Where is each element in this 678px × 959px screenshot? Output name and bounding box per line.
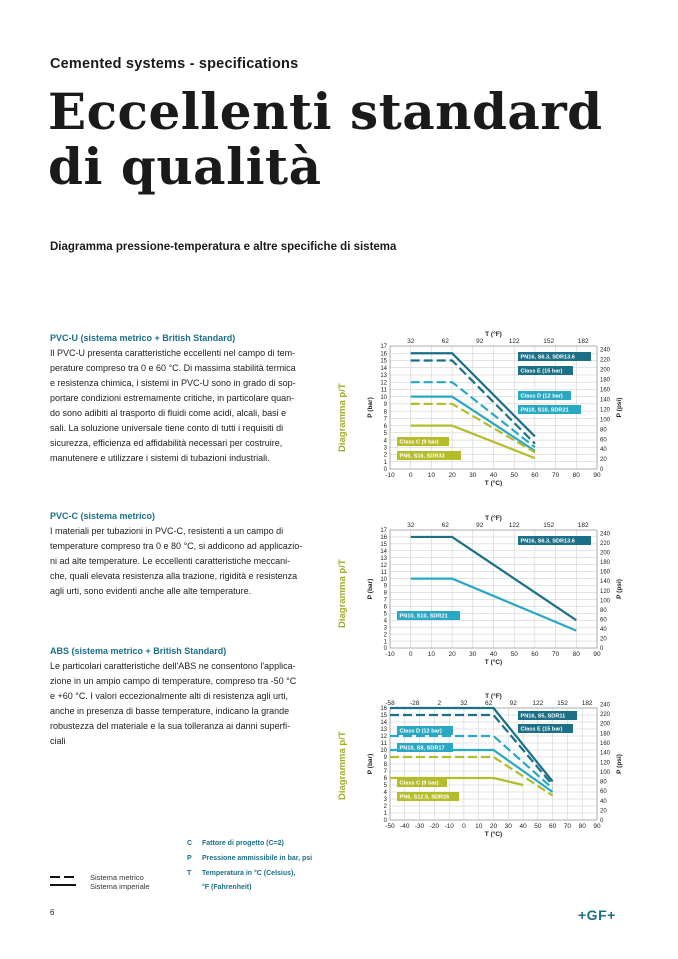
x-tick-label: 0 bbox=[462, 823, 466, 830]
x-tick-label: 90 bbox=[593, 823, 601, 830]
psi-tick-label: 60 bbox=[600, 617, 607, 624]
series-label: Class D (12 bar) bbox=[520, 393, 563, 400]
top-tick-label: 92 bbox=[476, 522, 484, 529]
y-axis-label: P (bar) bbox=[367, 753, 374, 775]
page-title bbox=[48, 84, 603, 194]
psi-tick-label: 220 bbox=[600, 540, 611, 547]
psi-tick-label: 180 bbox=[600, 560, 611, 567]
y-tick-label: 15 bbox=[380, 542, 387, 549]
x-tick-label: 30 bbox=[469, 651, 477, 658]
top-tick-label: -28 bbox=[409, 700, 420, 707]
chart-pvcu bbox=[360, 328, 635, 493]
text-line: anche in presenza di basse temperature, indicano la grande bbox=[50, 706, 290, 716]
psi-tick-label: 220 bbox=[600, 357, 611, 364]
pvcu-title: PVC-U (sistema metrico + British Standard) bbox=[50, 333, 236, 343]
series-label: PN6, S16, SDR33 bbox=[399, 453, 445, 460]
metric-label: Sistema metrico bbox=[90, 873, 144, 882]
x-tick-label: 80 bbox=[578, 823, 586, 830]
x-tick-label: 70 bbox=[551, 472, 560, 479]
series-label: PN16, S6.3, SDR13.6 bbox=[520, 538, 575, 545]
legend-item: Temperatura in °C (Celsius), bbox=[202, 870, 296, 877]
x-axis-label: T (°C) bbox=[484, 480, 503, 487]
psi-tick-label: 80 bbox=[600, 427, 607, 434]
y-axis-label: P (bar) bbox=[367, 578, 374, 600]
text-line: sali. La soluzione universale tiene conto di tutti i requisiti di bbox=[50, 423, 284, 433]
psi-tick-label: 80 bbox=[600, 607, 607, 614]
series-label: Class E (15 bar) bbox=[520, 368, 563, 375]
top-tick-label: -58 bbox=[385, 700, 395, 707]
chart-abs bbox=[360, 684, 635, 844]
x-tick-label: 70 bbox=[551, 651, 560, 658]
series-label: Class C (9 bar) bbox=[399, 780, 439, 787]
psi-tick-label: 160 bbox=[600, 387, 611, 394]
text-line: ciali bbox=[50, 736, 66, 746]
text-line: do sono adibiti al trasporto di fluidi come acidi, alcali, basi e bbox=[50, 408, 287, 418]
top-tick-label: 62 bbox=[441, 522, 449, 529]
x-tick-label: 80 bbox=[572, 651, 580, 658]
y-tick-label: 5 bbox=[383, 783, 387, 790]
psi-tick-label: 220 bbox=[600, 711, 611, 718]
chart-pvcc bbox=[360, 512, 635, 672]
psi-tick-label: 60 bbox=[600, 789, 607, 796]
subtitle: Cemented systems - specifications bbox=[50, 56, 299, 72]
text-line: I materiali per tubazioni in PVC-C, resistenti a un campo di bbox=[50, 526, 284, 536]
psi-tick-label: 200 bbox=[600, 550, 611, 557]
legend-item: Fattore di progetto (C=2) bbox=[202, 840, 284, 847]
abs-title: ABS (sistema metrico + British Standard) bbox=[50, 646, 227, 656]
x-tick-label: -10 bbox=[444, 823, 454, 830]
top-tick-label: 182 bbox=[577, 338, 589, 345]
text-line: manutenere e utilizzare i sistemi di tubazioni industriali. bbox=[50, 453, 270, 463]
text-line: Le particolari caratteristiche dell'ABS ne consentono l'applica- bbox=[50, 661, 296, 671]
title-line-1: Eccellenti standard bbox=[48, 82, 603, 141]
page-number: 6 bbox=[50, 908, 55, 917]
y-tick-label: 5 bbox=[383, 611, 387, 618]
top-tick-label: 32 bbox=[460, 700, 468, 707]
series-label: PN6, S12.5, SDR26 bbox=[399, 794, 450, 801]
text-line: robustezza del materiale e la sua tolleranza ai danni superfi- bbox=[50, 721, 291, 731]
psi-tick-label: 180 bbox=[600, 377, 611, 384]
y-tick-label: 4 bbox=[383, 618, 387, 625]
legend-letter: T bbox=[187, 870, 192, 877]
y2-axis-label: P (psi) bbox=[616, 579, 623, 599]
x-tick-label: 80 bbox=[572, 472, 580, 479]
x2-axis-label: T (°F) bbox=[485, 515, 502, 522]
x-tick-label: 60 bbox=[531, 651, 539, 658]
top-tick-label: 122 bbox=[508, 338, 520, 345]
x-tick-label: 20 bbox=[448, 651, 456, 658]
psi-tick-label: 100 bbox=[600, 769, 611, 776]
x-tick-label: -50 bbox=[385, 823, 395, 830]
legend-letter: C bbox=[187, 840, 193, 847]
x-tick-label: -30 bbox=[414, 823, 425, 830]
series-label: PN16, S5, SDR11 bbox=[520, 713, 566, 720]
x-tick-label: -10 bbox=[385, 472, 395, 479]
series-label: Class E (15 bar) bbox=[520, 726, 563, 733]
x-tick-label: 40 bbox=[489, 472, 498, 479]
diagram-label-2: Diagramma p/T bbox=[337, 559, 348, 628]
x-tick-label: 50 bbox=[534, 823, 542, 830]
x-tick-label: 70 bbox=[563, 823, 572, 830]
psi-tick-label: 200 bbox=[600, 367, 611, 374]
y-tick-label: 6 bbox=[383, 604, 387, 611]
psi-tick-label: 120 bbox=[600, 588, 611, 595]
series-label: PN10, S10, SDR21 bbox=[399, 613, 448, 620]
x-tick-label: 60 bbox=[531, 472, 539, 479]
psi-tick-label: 40 bbox=[600, 447, 607, 454]
psi-tick-label: 100 bbox=[600, 417, 611, 424]
x-tick-label: 10 bbox=[427, 651, 436, 658]
psi-tick-label: 160 bbox=[600, 740, 611, 747]
top-tick-label: 62 bbox=[484, 700, 493, 707]
y-tick-label: 13 bbox=[380, 373, 387, 380]
text-line: agli urti, sono evidenti anche alle alte temperature. bbox=[50, 586, 252, 596]
legend-letter: P bbox=[187, 855, 192, 862]
y2-axis-label: P (psi) bbox=[616, 754, 623, 774]
y-tick-label: 14 bbox=[380, 365, 387, 372]
x-tick-label: 50 bbox=[510, 651, 518, 658]
psi-tick-label: 180 bbox=[600, 731, 611, 738]
top-tick-label: 152 bbox=[543, 338, 555, 345]
psi-tick-label: 240 bbox=[600, 531, 611, 538]
pvcc-body bbox=[50, 524, 316, 599]
y-tick-label: 8 bbox=[383, 762, 387, 769]
psi-tick-label: 140 bbox=[600, 397, 611, 404]
text-line: che, quali elevata resistenza alla trazione, rigidità e resistenza bbox=[50, 571, 298, 581]
y-tick-label: 3 bbox=[383, 625, 387, 632]
top-tick-label: 182 bbox=[581, 700, 593, 707]
psi-tick-label: 60 bbox=[600, 437, 607, 444]
x-tick-label: 40 bbox=[489, 651, 498, 658]
text-line: e resistenza chimica, i sistemi in PVC-U sono in grado di sop- bbox=[50, 378, 296, 388]
y-tick-label: 9 bbox=[383, 583, 387, 590]
text-line: e +60 °C. I valori eccezionalmente alti di resistenza agli urti, bbox=[50, 691, 288, 701]
y-tick-label: 8 bbox=[383, 590, 387, 597]
text-line: portare condizioni estremamente critiche, in particolare quan- bbox=[50, 393, 295, 403]
series-label: PN10, S10, SDR21 bbox=[520, 407, 569, 414]
psi-tick-label: 160 bbox=[600, 569, 611, 576]
y-tick-label: 17 bbox=[380, 528, 387, 535]
x-tick-label: 10 bbox=[475, 823, 483, 830]
x-tick-label: 40 bbox=[519, 823, 527, 830]
gf-logo: +GF+ bbox=[578, 907, 616, 923]
y-tick-label: 2 bbox=[383, 632, 387, 639]
psi-tick-label: 200 bbox=[600, 721, 611, 728]
top-tick-label: 152 bbox=[557, 700, 568, 707]
top-tick-label: 152 bbox=[543, 522, 555, 529]
psi-tick-label: 0 bbox=[600, 467, 604, 474]
text-line: Il PVC-U presenta caratteristiche eccellenti nel campo di tem- bbox=[50, 348, 296, 358]
psi-tick-label: 20 bbox=[600, 808, 607, 815]
psi-tick-label: 100 bbox=[600, 598, 611, 605]
series-line bbox=[390, 757, 553, 796]
y-tick-label: 0 bbox=[383, 646, 387, 653]
y-tick-label: 7 bbox=[383, 769, 387, 776]
legend-item: Pressione ammissibile in bar, psi bbox=[202, 855, 313, 862]
top-tick-label: 122 bbox=[532, 700, 544, 707]
psi-tick-label: 140 bbox=[600, 579, 611, 586]
y-tick-label: 6 bbox=[383, 776, 387, 783]
text-line: temperature compreso tra 0 e 80 °C, si addicono ad applicazio- bbox=[50, 541, 303, 551]
y-tick-label: 10 bbox=[380, 576, 387, 583]
top-tick-label: 182 bbox=[577, 522, 589, 529]
y-tick-label: 3 bbox=[383, 445, 387, 452]
x-tick-label: 0 bbox=[408, 472, 413, 479]
top-tick-label: 92 bbox=[509, 700, 517, 707]
psi-tick-label: 40 bbox=[600, 627, 607, 634]
psi-tick-label: 80 bbox=[600, 779, 607, 786]
x-tick-label: 60 bbox=[549, 823, 557, 830]
y-tick-label: 11 bbox=[380, 741, 387, 748]
x-tick-label: -10 bbox=[385, 651, 395, 658]
psi-tick-label: 120 bbox=[600, 407, 611, 414]
y-tick-label: 16 bbox=[380, 351, 387, 358]
y-tick-label: 0 bbox=[383, 818, 387, 825]
x-tick-label: 50 bbox=[510, 472, 518, 479]
psi-tick-label: 40 bbox=[600, 798, 607, 805]
y-tick-label: 0 bbox=[383, 467, 387, 474]
y-tick-label: 9 bbox=[383, 755, 387, 762]
x-axis-label: T (°C) bbox=[484, 831, 503, 838]
x-tick-label: 90 bbox=[593, 472, 601, 479]
psi-tick-label: 0 bbox=[600, 818, 604, 825]
x-axis-label: T (°C) bbox=[484, 659, 503, 666]
psi-tick-label: 240 bbox=[600, 702, 611, 709]
y-tick-label: 14 bbox=[380, 720, 387, 727]
top-tick-label: 92 bbox=[476, 338, 484, 345]
x2-axis-label: T (°F) bbox=[485, 331, 502, 338]
y-tick-label: 16 bbox=[380, 706, 387, 713]
pvcu-body bbox=[50, 346, 316, 466]
y-tick-label: 4 bbox=[383, 790, 387, 797]
x-tick-label: 0 bbox=[408, 651, 413, 658]
y-tick-label: 2 bbox=[383, 452, 387, 459]
psi-tick-label: 140 bbox=[600, 750, 611, 757]
y-tick-label: 13 bbox=[380, 555, 387, 562]
x-tick-label: 90 bbox=[593, 651, 601, 658]
top-tick-label: 32 bbox=[407, 522, 415, 529]
y-tick-label: 7 bbox=[383, 597, 387, 604]
top-tick-label: 32 bbox=[407, 338, 415, 345]
x-tick-label: -20 bbox=[429, 823, 440, 830]
y-tick-label: 12 bbox=[380, 562, 387, 569]
series-label: PN16, S6.3, SDR13.6 bbox=[520, 354, 575, 361]
psi-tick-label: 20 bbox=[600, 457, 607, 464]
y-tick-label: 1 bbox=[383, 811, 387, 818]
y-tick-label: 14 bbox=[380, 549, 387, 556]
diagram-label-3: Diagramma p/T bbox=[337, 731, 348, 800]
y2-axis-label: P (psi) bbox=[616, 397, 623, 418]
y-tick-label: 16 bbox=[380, 535, 387, 542]
y-tick-label: 1 bbox=[383, 459, 387, 466]
y-tick-label: 15 bbox=[380, 358, 387, 365]
y-tick-label: 6 bbox=[383, 423, 387, 430]
psi-tick-label: 120 bbox=[600, 760, 611, 767]
abs-body bbox=[50, 659, 316, 749]
y-tick-label: 11 bbox=[380, 387, 387, 394]
top-tick-label: 2 bbox=[437, 700, 442, 707]
text-line: zione in un ampio campo di temperature, compreso tra -50 °C bbox=[50, 676, 297, 686]
text-line: perature compreso tra 0 e 60 °C. Di massima stabilità termica bbox=[50, 363, 296, 373]
line-style-swatches bbox=[50, 874, 78, 888]
y-tick-label: 1 bbox=[383, 639, 387, 646]
psi-tick-label: 20 bbox=[600, 636, 607, 643]
section-heading: Diagramma pressione-temperatura e altre specifiche di sistema bbox=[50, 241, 397, 253]
x-tick-label: 20 bbox=[489, 823, 498, 830]
y-tick-label: 2 bbox=[383, 804, 387, 811]
psi-tick-label: 240 bbox=[600, 347, 611, 354]
diagram-label-1: Diagramma p/T bbox=[337, 383, 348, 452]
y-tick-label: 9 bbox=[383, 402, 387, 409]
y-axis-label: P (bar) bbox=[367, 397, 374, 418]
y-tick-label: 7 bbox=[383, 416, 387, 423]
top-tick-label: 62 bbox=[441, 338, 449, 345]
psi-tick-label: 0 bbox=[600, 646, 604, 653]
y-tick-label: 11 bbox=[380, 569, 387, 576]
series-label: Class C (9 bar) bbox=[399, 439, 439, 446]
x-tick-label: 20 bbox=[448, 472, 456, 479]
y-tick-label: 10 bbox=[380, 394, 387, 401]
x-tick-label: 10 bbox=[427, 472, 436, 479]
x2-axis-label: T (°F) bbox=[485, 693, 502, 700]
y-tick-label: 3 bbox=[383, 797, 387, 804]
y-tick-label: 5 bbox=[383, 431, 387, 438]
x-tick-label: -40 bbox=[400, 823, 410, 830]
x-tick-label: 30 bbox=[504, 823, 512, 830]
y-tick-label: 8 bbox=[383, 409, 387, 416]
y-tick-label: 13 bbox=[380, 727, 387, 734]
text-line: ni ad alte temperature. Le eccellenti caratteristiche meccani- bbox=[50, 556, 291, 566]
y-tick-label: 10 bbox=[380, 748, 387, 755]
y-tick-label: 12 bbox=[380, 380, 387, 387]
x-tick-label: 30 bbox=[469, 472, 477, 479]
imperial-label: Sistema imperiale bbox=[90, 882, 150, 891]
y-tick-label: 15 bbox=[380, 713, 387, 720]
y-tick-label: 17 bbox=[380, 344, 387, 351]
top-tick-label: 122 bbox=[508, 522, 520, 529]
title-line-2: di qualità bbox=[48, 137, 322, 196]
series-label: Class D (12 bar) bbox=[399, 728, 442, 735]
legend-item: °F (Fahrenheit) bbox=[202, 884, 252, 891]
y-tick-label: 12 bbox=[380, 734, 387, 741]
text-line: sicurezza, efficienza ed affidabilità necessari per costruire, bbox=[50, 438, 283, 448]
y-tick-label: 4 bbox=[383, 438, 387, 445]
series-label: PN10, S8, SDR17 bbox=[399, 745, 445, 752]
pvcc-title: PVC-C (sistema metrico) bbox=[50, 511, 156, 521]
